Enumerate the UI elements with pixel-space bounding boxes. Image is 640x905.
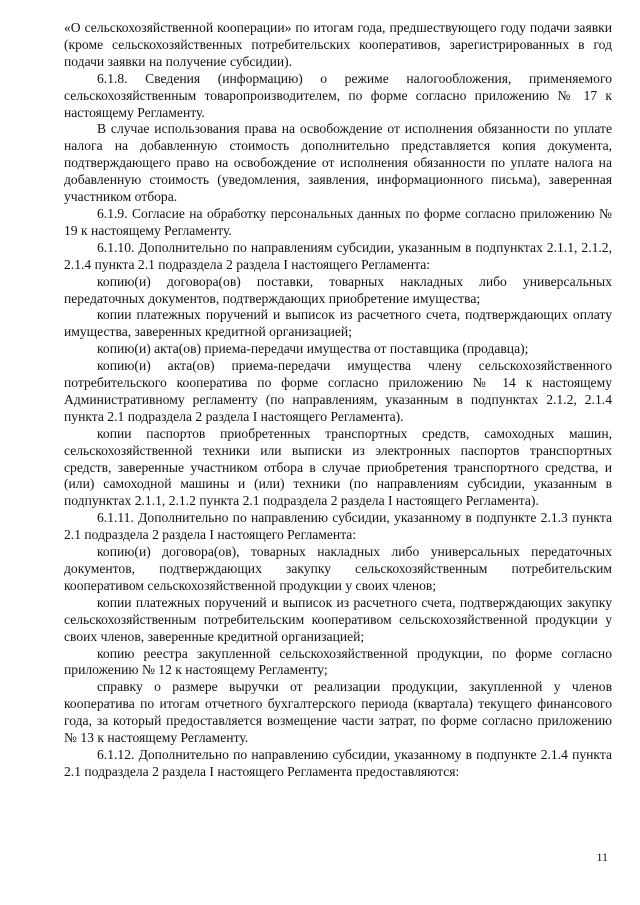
paragraph-6-1-10: 6.1.10. Дополнительно по направлениям субсидии, указанным в подпунктах 2.1.1, 2.1.2, 2.1.4 пункта 2.1 подраздела 2 раздела I настоящего Регламента: — [64, 239, 612, 272]
paragraph-vat-exemption: В случае использования права на освобождение от исполнения обязанности по уплате налога на добавленную стоимость дополнительно представляется копия документа, подтверждающего право на освобождение от исполнения обязанности по уплате налога на добавленную стоимость (уведомления, заявления, информационного письма), заверенная участником отбора. — [64, 121, 612, 205]
paragraph-6-1-8: 6.1.8. Сведения (информацию) о режиме налогообложения, применяемого сельскохозяйственным товаропроизводителем, по форме согласно приложению № 17 к настоящему Регламенту. — [64, 70, 612, 120]
paragraph-continuation: «О сельскохозяйственной кооперации» по итогам года, предшествующего году подачи заявки (кроме сельскохозяйственных потребительских кооперативов, зарегистрированных в год подачи заявки на получение субсидии). — [64, 20, 612, 69]
paragraph-acceptance-act-supplier: копию(и) акта(ов) приема-передачи имущества от поставщика (продавца); — [97, 341, 529, 357]
paragraph-revenue-certificate: справку о размере выручки от реализации продукции, закупленной у членов кооператива по итогам отчетного бухгалтерского периода (квартала) текущего финансового года, за который предоставляется возмещение части затрат, по форме согласно приложению № 13 к настоящему Регламенту. — [64, 679, 612, 746]
paragraph-payment-orders: копии платежных поручений и выписок из расчетного счета, подтверждающих оплату имущества, заверенных кредитной организацией; — [64, 307, 612, 340]
paragraph-vehicle-passports: копии паспортов приобретенных транспортных средств, самоходных машин, сельскохозяйственной техники или выписки из электронных паспортов транспортных средств, заверенные участником отбора в случае приобретения транспортного средства, и (или) самоходной машины и (или) техники (по направлениям субсидии, указанным в подпунктах 2.1.1, 2.1.2 пункта 2.1 подраздела 2 раздела I настоящего Регламента). — [64, 425, 612, 509]
paragraph-6-1-11: 6.1.11. Дополнительно по направлению субсидии, указанному в подпункте 2.1.3 пункта 2.1 подраздела 2 раздела I настоящего Регламента: — [64, 510, 612, 543]
paragraph-6-1-9: 6.1.9. Согласие на обработку персональных данных по форме согласно приложению № 19 к настоящему Регламенту. — [64, 205, 612, 238]
paragraph-purchase-payments: копии платежных поручений и выписок из расчетного счета, подтверждающих закупку сельскохозяйственным потребительским кооперативом сельскохозяйственной продукции у своих членов, заверенные кредитной организацией; — [64, 594, 612, 644]
document-page — [64, 20, 612, 890]
paragraph-acceptance-act-member: копию(и) акта(ов) приема-передачи имущества члену сельскохозяйственного потребительского кооператива по форме согласно приложению № 14 к настоящему Административному регламенту (по направлениям, указанным в подпунктах 2.1.2, 2.1.4 пункта 2.1 подраздела 2 раздела I настоящего Регламента). — [64, 358, 612, 424]
paragraph-supply-contracts: копию(и) договора(ов) поставки, товарных накладных либо универсальных передаточных документов, подтверждающих приобретение имущества; — [64, 273, 612, 306]
paragraph-purchase-contracts: копию(и) договора(ов), товарных накладных либо универсальных передаточных документов, подтверждающих закупку сельскохозяйственным потребительским кооперативом сельскохозяйственной продукции у своих членов; — [64, 544, 612, 593]
paragraph-product-registry: копию реестра закупленной сельскохозяйственной продукции, по форме согласно приложению № 12 к настоящему Регламенту; — [64, 645, 612, 678]
paragraph-6-1-12: 6.1.12. Дополнительно по направлению субсидии, указанному в подпункте 2.1.4 пункта 2.1 подраздела 2 раздела I настоящего Регламента предоставляются: — [64, 746, 612, 779]
page-number: 11 — [596, 850, 608, 864]
